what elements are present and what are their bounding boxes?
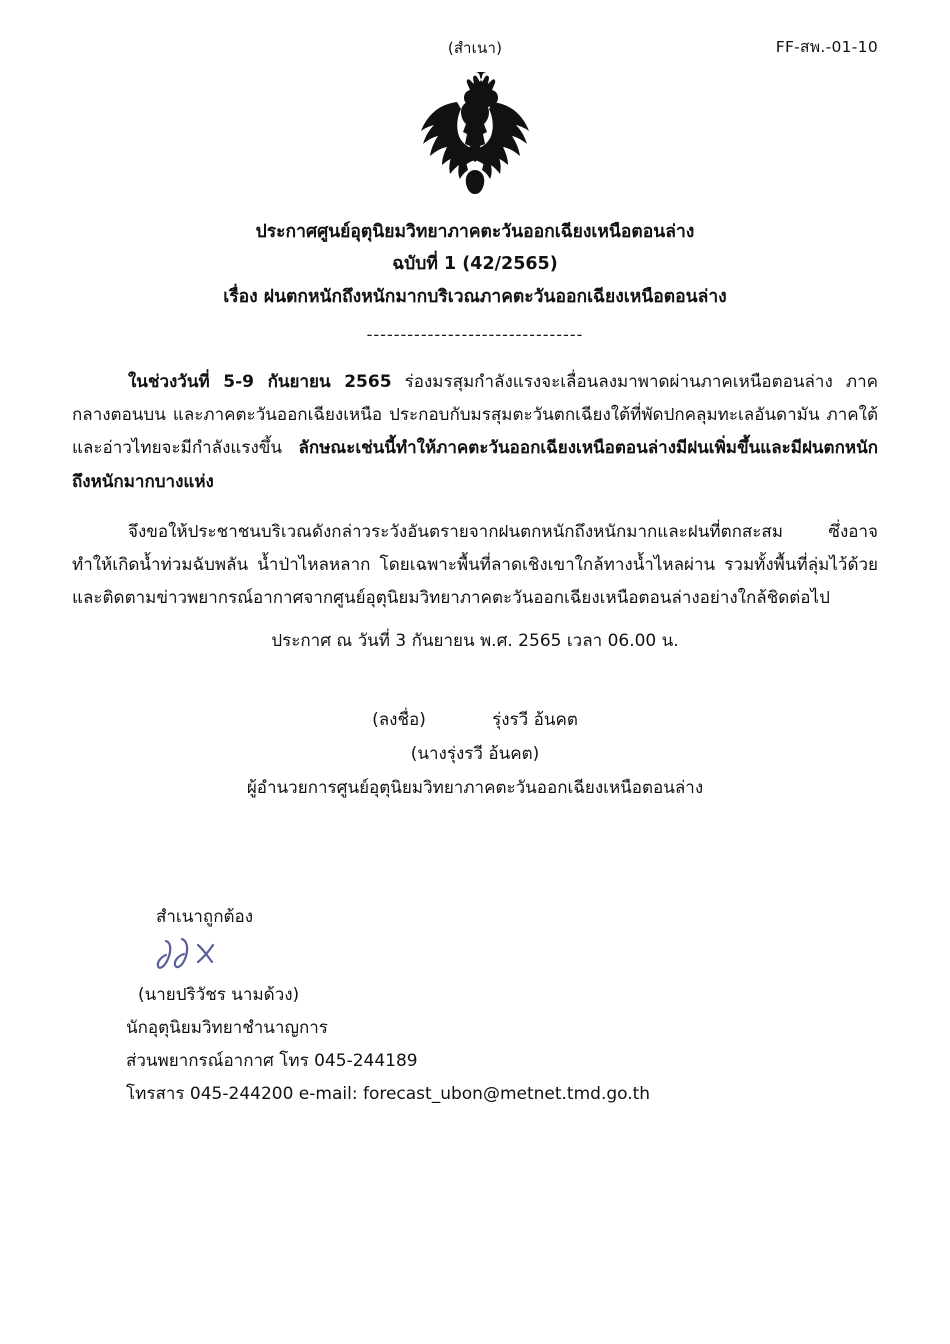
- paragraph-one: [72, 366, 878, 499]
- signature-position: ผู้อำนวยการศูนย์อุตุนิยมวิทยาภาคตะวันออกเฉียงเหนือตอนล่าง: [246, 778, 704, 799]
- certified-signature-scribble: [126, 933, 878, 979]
- heading-divider: --------------------------------: [366, 325, 584, 345]
- certified-name-paren: (นายปริวัชร นามด้วง): [138, 984, 300, 1005]
- signature-line: [372, 703, 578, 737]
- signature-name-paren: (นางรุ่งรวี อ้นคต): [410, 744, 540, 765]
- announcement-subject: เรื่อง ฝนตกหนักถึงหนักมากบริเวณภาคตะวันออกเฉียงเหนือตอนล่าง: [223, 286, 727, 307]
- document-headings: [72, 216, 878, 313]
- paragraph-one-date: ในช่วงวันที่ 5-9 กันยายน 2565: [128, 372, 392, 393]
- certified-position: นักอุตุนิยมวิทยาชำนาญการ: [126, 1017, 328, 1038]
- signature-block: [72, 703, 878, 805]
- signature-label: (ลงชื่อ): [372, 710, 426, 731]
- announcement-number: ฉบับที่ 1 (42/2565): [392, 254, 558, 275]
- paragraph-one-text: ร่องมรสุมกำลังแรงจะเลื่อนลงมาพาดผ่านภาคเหนือตอนล่าง ภาคกลางตอนบน และภาคตะวันออกเฉียงเหนือ ประกอบกับมรสุมตะวันตกเฉียงใต้ที่พัดปกคลุมทะเลอันดามัน ภาคใต้ และอ่าวไทยจะมีกำลังแรงขึ้น: [72, 372, 878, 459]
- paragraph-one-emphasis: ลักษณะเช่นนี้ทำให้ภาคตะวันออกเฉียงเหนือตอนล่างมีฝนเพิ่มขึ้นและมีฝนตกหนักถึงหนักมากบางแห่ง: [72, 438, 878, 492]
- certified-fax-email: โทรสาร 045-244200 e-mail: forecast_ubon@metnet.tmd.go.th: [126, 1083, 651, 1104]
- announcement-title: ประกาศศูนย์อุตุนิยมวิทยาภาคตะวันออกเฉียงเหนือตอนล่าง: [255, 222, 695, 242]
- document-body: [72, 366, 878, 615]
- garuda-emblem: [410, 66, 540, 194]
- certified-copy-block: [72, 901, 878, 1111]
- certified-office-phone: ส่วนพยากรณ์อากาศ โทร 045-244189: [126, 1050, 418, 1071]
- bottom-spacer: [72, 1111, 878, 1151]
- document-top-row: [72, 28, 878, 62]
- announcement-date-line: ประกาศ ณ วันที่ 3 กันยายน พ.ศ. 2565 เวลา 06.00 น.: [271, 631, 679, 652]
- form-code-label: FF-สพ.-01-10: [775, 38, 878, 56]
- copy-mark-label: (สำเนา): [447, 39, 503, 57]
- paragraph-two: จึงขอให้ประชาชนบริเวณดังกล่าวระวังอันตรายจากฝนตกหนักถึงหนักมากและฝนที่ตกสะสม ซึ่งอาจทำให้เกิดน้ำท่วมฉับพลัน น้ำป่าไหลหลาก โดยเฉพาะพื้นที่ลาดเชิงเขาใกล้ทางน้ำไหลผ่าน รวมทั้งพื้นที่ลุ่มไว้ด้วย และติดตามข่าวพยากรณ์อากาศจากศูนย์อุตุนิยมวิทยาภาคตะวันออกเฉียงเหนือตอนล่างอย่างใกล้ชิดต่อไป: [72, 521, 878, 608]
- signature-name: รุ่งรวี อ้นคต: [492, 710, 578, 731]
- certified-copy-heading: สำเนาถูกต้อง: [156, 907, 254, 928]
- emblem-container: [72, 66, 878, 198]
